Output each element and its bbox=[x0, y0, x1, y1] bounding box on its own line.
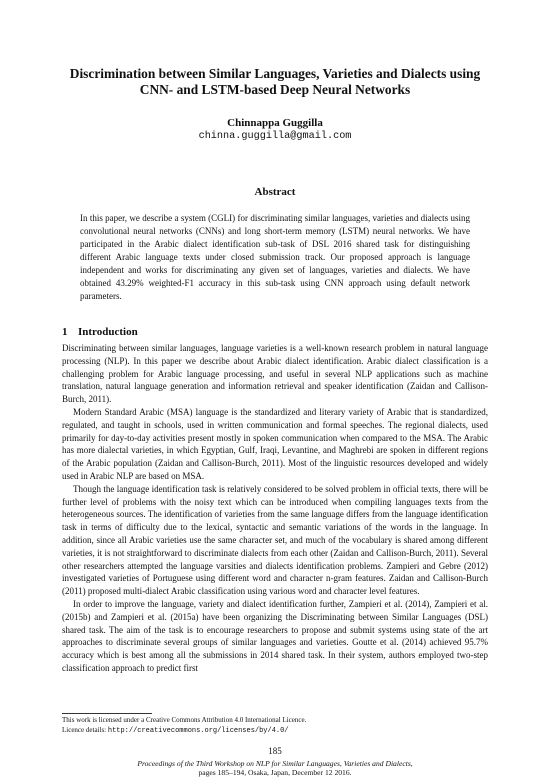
abstract-text: In this paper, we describe a system (CGLI) for discriminating similar languages, varieties and dialects using convolutional neural networks (CNNs) and long short-term memory (LSTM) neural networks. We have participated in the Arabic dialect identification sub-task of DSL 2016 shared task for distinguishing different Arabic language texts under closed submission track. Our proposed approach is language independent and works for discriminating any given set of languages, varieties and dialects. We have obtained 43.29% weighted-F1 accuracy in this sub-task using CNN approach using default network parameters. bbox=[80, 213, 470, 301]
footnote-rule bbox=[62, 713, 152, 714]
license-footnote bbox=[62, 716, 492, 736]
paragraph-1: Discriminating between similar languages, language varieties is a well-known research problem in natural language processing (NLP). In this paper we describe about Arabic dialect identification. Arabic dialect classification is a challenging problem for Arabic language processing, and useful in several NLP applications such as machine translation, natural language generation and information retrieval and speaker identification (Zaidan and Callison-Burch, 2011). bbox=[62, 343, 488, 405]
license-details-label: Licence details: bbox=[62, 725, 107, 734]
abstract-heading: Abstract bbox=[254, 186, 296, 198]
proceedings-citation: Proceedings of the Third Workshop on NLP for Similar Languages, Varieties and Dialects, bbox=[137, 759, 413, 768]
license-statement: This work is licensed under a Creative Commons Attribution 4.0 International Licence. bbox=[62, 716, 307, 724]
proceedings-pages: pages 185–194, Osaka, Japan, December 12 2016. bbox=[198, 768, 352, 777]
paragraph-2: Modern Standard Arabic (MSA) language is the standardized and literary variety of Arabic that is standardized, regulated, and taught in schools, used in written communication and formal speeches. The regional dialects, used primarily for day-to-day activities present mostly in spoken communication when compared to the MSA. The Arabic has more dialectal varieties, in which Egyptian, Gulf, Iraqi, Levantine, and Maghrebi are spoken in different regions of the Arabic population (Zaidan and Callison-Burch, 2011). Most of the linguistic resources developed and widely used in Arabic NLP are based on MSA. bbox=[62, 406, 488, 481]
author-name: Chinnappa Guggilla bbox=[227, 117, 323, 129]
license-details bbox=[62, 726, 492, 737]
license-url-link[interactable]: http://creativecommons.org/licenses/by/4.0/ bbox=[107, 726, 289, 735]
author-email[interactable]: chinna.guggilla@gmail.com bbox=[198, 131, 352, 142]
section-heading-introduction bbox=[62, 326, 492, 339]
paragraph-4: In order to improve the language, variety and dialect identification further, Zampieri et al. (2014), Zampieri et al. (2015b) and Zampieri et al. (2015a) have been organizing the Discriminating between Similar Languages (DSL) shared task. The aim of the task is to encourage researchers to propose and submit systems using state of the art approaches to discriminate several groups of similar languages and varieties. Goutte et al. (2014) achieved 95.7% accuracy which is best among all the submissions in 2014 shared task. In their system, authors employed two-step classification approach to predict first bbox=[62, 598, 488, 673]
paper-title-line-2: CNN- and LSTM-based Deep Neural Networks bbox=[139, 82, 411, 97]
page-number: 185 bbox=[268, 746, 282, 756]
section-title: Introduction bbox=[78, 326, 138, 338]
paper-title-line-1: Discrimination between Similar Languages, Varieties and Dialects using bbox=[69, 66, 481, 81]
section-number: 1 bbox=[62, 326, 68, 338]
paper-title bbox=[40, 66, 510, 98]
paragraph-3: Though the language identification task is relatively considered to be solved problem in official texts, there will be further level of problems with the noisy text which can be introduced when compiling languages texts from the heterogeneous sources. The identification of varieties from the same language differs from the language identification task in terms of difficulty due to the lexical, syntactic and semantic variations of the words in the language. In addition, since all Arabic varieties use the same character set, and much of the vocabulary is shared among different varieties, it is not straightforward to discriminate dialects from each other (Zaidan and Callison-Burch, 2011). Several other researchers attempted the language varsities and dialects identification problems. Zampieri and Gebre (2012) investigated varieties of Portuguese using different word and character n-gram features. Zaidan and Callison-Burch (2011) proposed multi-dialect Arabic classification using various word and character level features. bbox=[62, 483, 488, 597]
introduction-body bbox=[62, 342, 488, 675]
